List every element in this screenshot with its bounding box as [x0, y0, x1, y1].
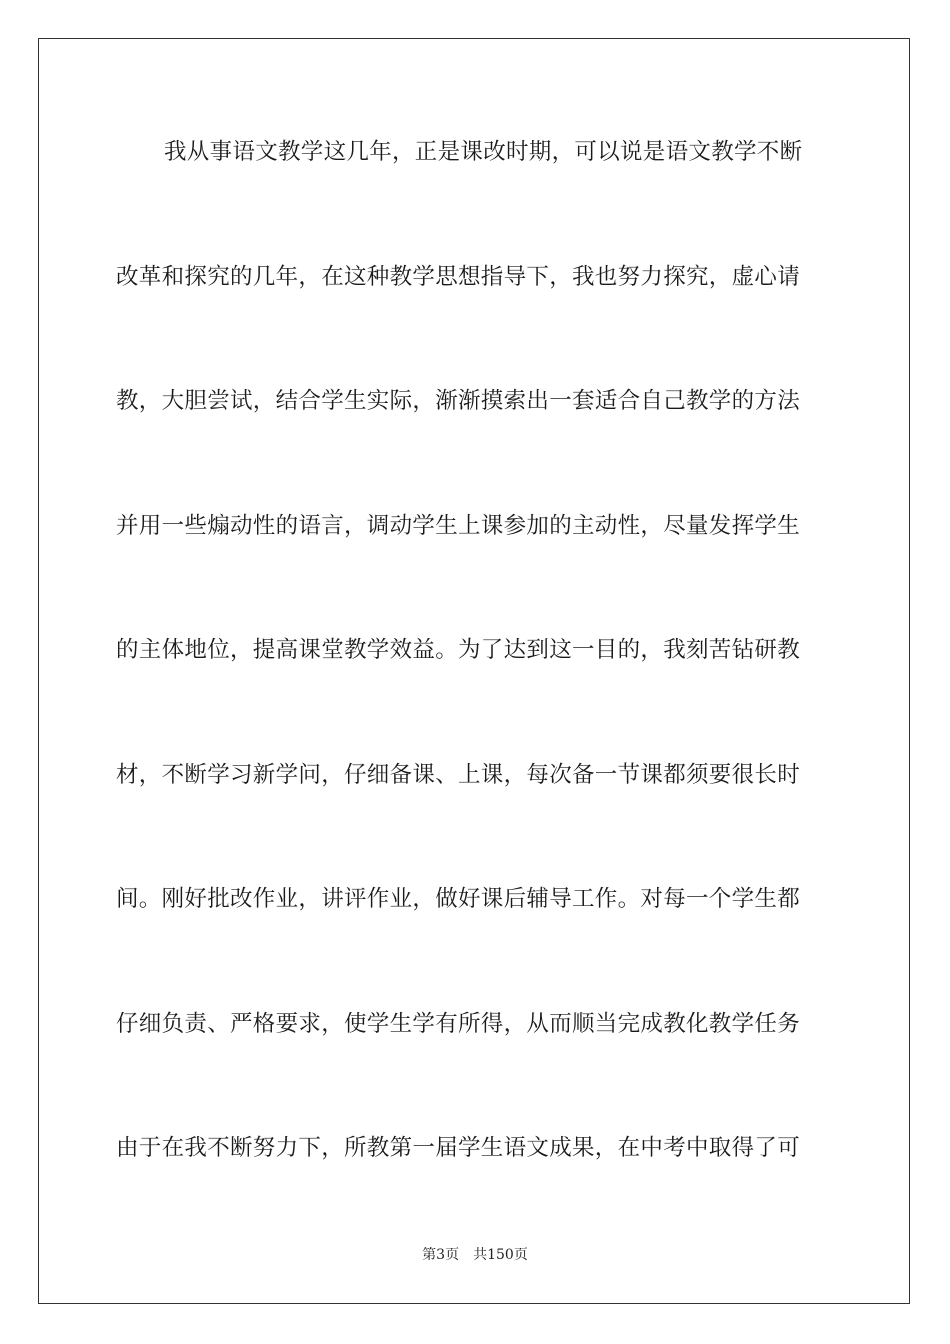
paragraph-line: 并用一些煽动性的语言，调动学生上课参加的主动性，尽量发挥学生 [116, 512, 801, 539]
paragraph-line: 由于在我不断努力下，所教第一届学生语文成果，在中考中取得了可 [116, 1135, 801, 1161]
paragraph-line: 我从事语文教学这几年，正是课改时期，可以说是语文教学不断 [164, 139, 803, 165]
paragraph-line: 材，不断学习新学问，仔细备课、上课，每次备一节课都须要很长时 [116, 761, 801, 788]
paragraph-line: 教，大胆尝试，结合学生实际，渐渐摸索出一套适合自己教学的方法 [116, 388, 801, 414]
paragraph-line: 间。刚好批改作业，讲评作业，做好课后辅导工作。对每一个学生都 [116, 886, 801, 912]
paragraph-line: 改革和探究的几年，在这种教学思想指导下，我也努力探究，虚心请 [116, 263, 801, 290]
page-footer [0, 1244, 950, 1264]
page-number: 第3页 [422, 1247, 460, 1263]
paragraph-line: 仔细负责、严格要求，使学生学有所得，从而顺当完成教化教学任务 [116, 1010, 801, 1037]
paragraph-line: 的主体地位，提高课堂教学效益。为了达到这一目的，我刻苦钻研教 [116, 637, 801, 663]
document-body [116, 128, 834, 1249]
page-total: 共150页 [473, 1247, 528, 1263]
